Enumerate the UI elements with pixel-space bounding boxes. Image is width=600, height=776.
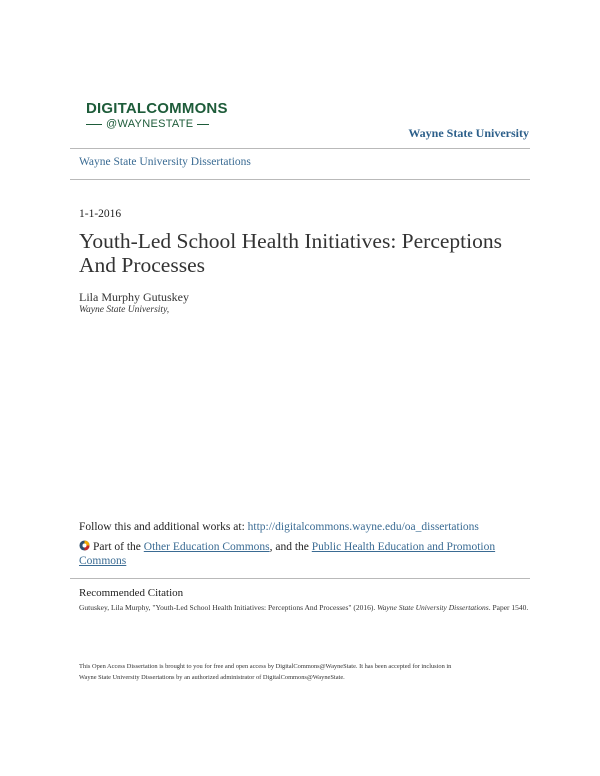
part-of-middle: , and the xyxy=(269,541,312,553)
series-divider xyxy=(70,179,530,180)
digitalcommons-logo xyxy=(86,101,226,130)
author-name: Lila Murphy Gutuskey xyxy=(79,290,189,304)
citation-main: Gutuskey, Lila Murphy, "Youth-Led School Health Initiatives: Perceptions And Processes" (2016). xyxy=(79,603,378,612)
other-education-commons-link[interactable]: Other Education Commons xyxy=(143,541,270,553)
logo-dash-right xyxy=(197,124,209,125)
follow-prefix: Follow this and additional works at: xyxy=(79,521,248,533)
document-title: Youth-Led School Health Initiatives: Perceptions And Processes xyxy=(79,229,502,277)
access-statement-line2: Wayne State University Dissertations by an authorized administrator of DigitalCommons@WayneState. xyxy=(79,674,345,681)
public-health-commons-link[interactable]: Public Health Education and Promotion Commons xyxy=(79,541,496,567)
citation-text xyxy=(79,602,529,614)
logo-subline xyxy=(86,118,226,130)
logo-dash-left xyxy=(86,124,102,125)
series-link[interactable]: Wayne State University Dissertations xyxy=(79,156,251,168)
citation-heading: Recommended Citation xyxy=(79,587,184,599)
network-icon xyxy=(79,540,90,551)
collection-url-link[interactable]: http://digitalcommons.wayne.edu/oa_dissertations xyxy=(247,521,479,533)
citation-divider xyxy=(70,578,530,579)
publication-date: 1-1-2016 xyxy=(79,208,122,220)
part-of-line xyxy=(79,540,509,568)
header-divider xyxy=(70,148,530,149)
follow-line xyxy=(79,521,479,533)
citation-end: . Paper 1540. xyxy=(488,603,529,612)
citation-series: Wayne State University Dissertations xyxy=(377,603,489,612)
university-name: Wayne State University xyxy=(408,126,529,140)
access-statement xyxy=(79,661,529,683)
author-affiliation: Wayne State University, xyxy=(79,305,170,315)
access-statement-line1: This Open Access Dissertation is brought to you for free and open access by DigitalCommons@WayneState. It has been accepted for inclusion in xyxy=(79,663,452,670)
part-of-prefix: Part of the xyxy=(93,541,144,553)
logo-wordmark: DIGITALCOMMONS xyxy=(86,100,228,117)
logo-subline-text: @WAYNESTATE xyxy=(106,118,194,130)
